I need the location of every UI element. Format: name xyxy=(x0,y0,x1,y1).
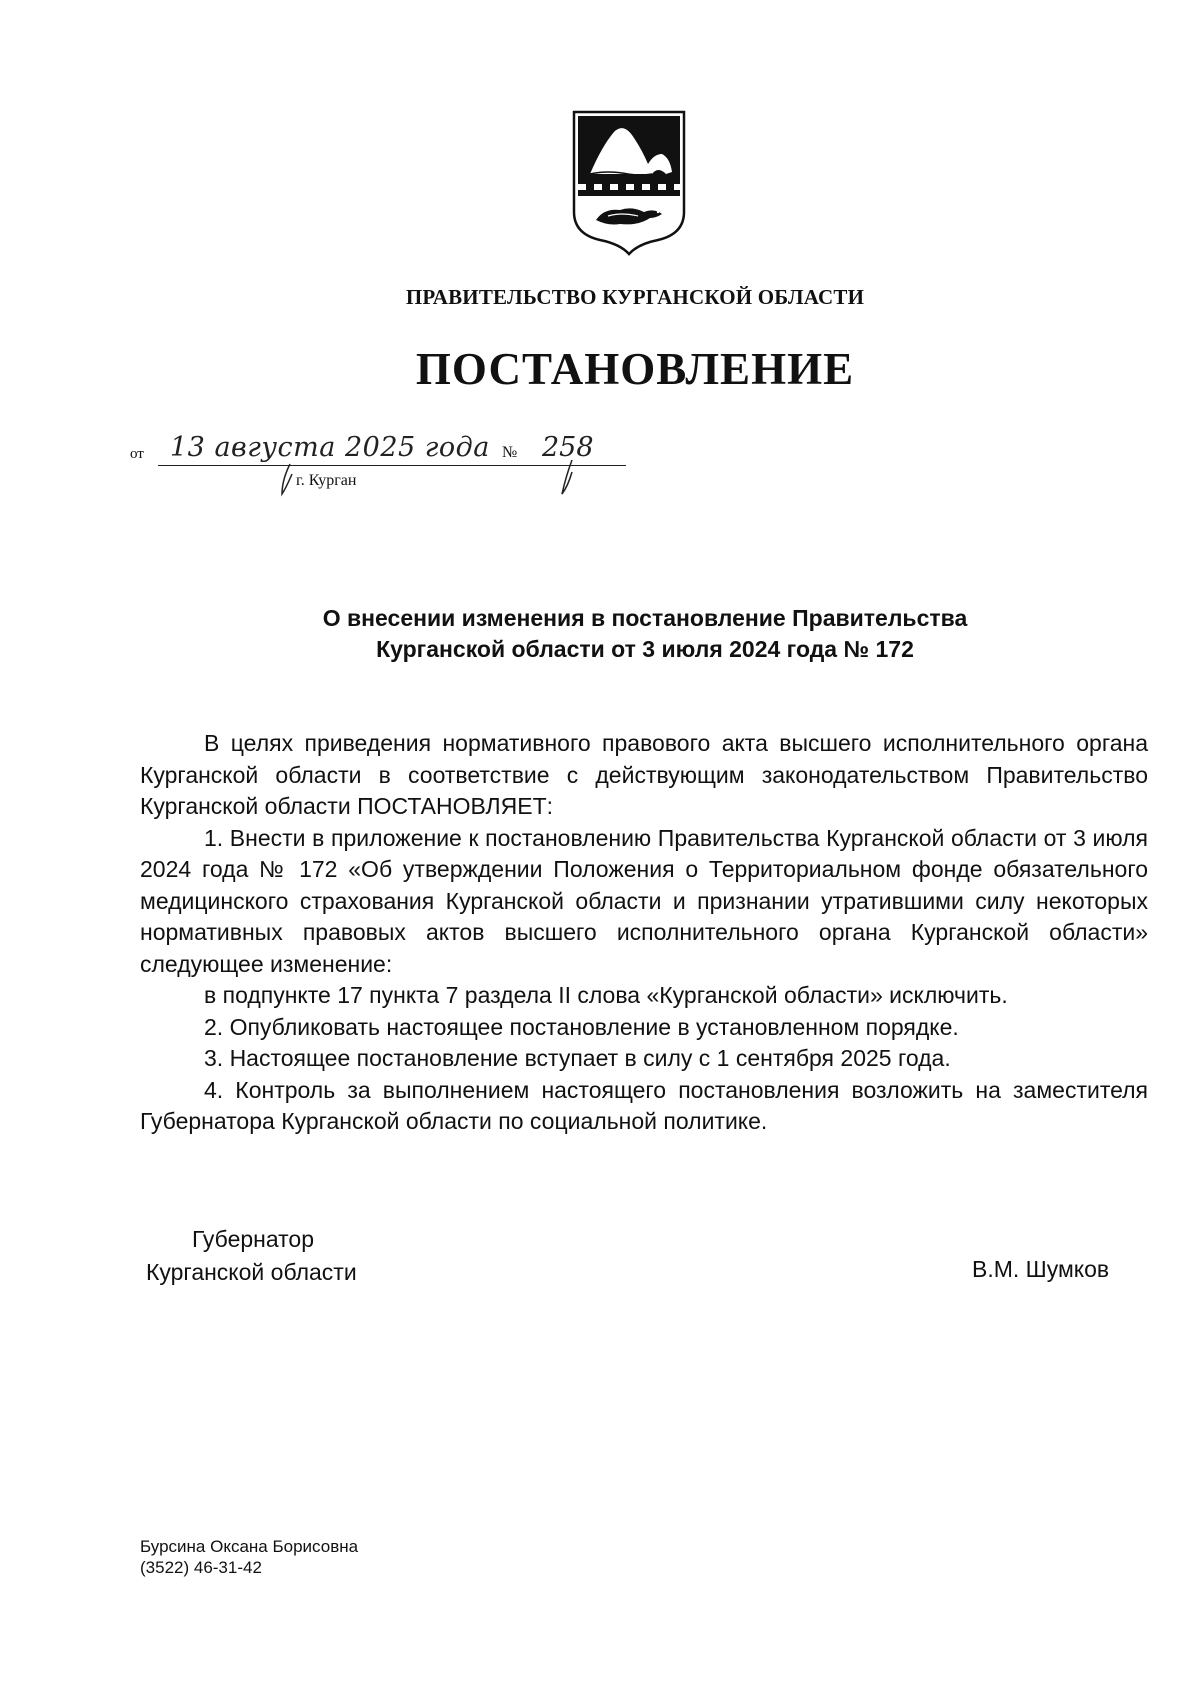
item-3-paragraph: 3. Настоящее постановление вступает в силу с 1 сентября 2025 года. xyxy=(204,1045,951,1071)
number-label: № xyxy=(502,444,518,461)
contact-phone: (3522) 46-31-42 xyxy=(140,1558,262,1577)
handwritten-number: 258 xyxy=(542,432,594,463)
organization-name: ПРАВИТЕЛЬСТВО КУРГАНСКОЙ ОБЛАСТИ xyxy=(405,285,865,309)
document-type: ПОСТАНОВЛЕНИЕ xyxy=(415,344,855,394)
handwritten-date: 13 августа 2025 года xyxy=(170,432,490,463)
document-body xyxy=(140,728,1148,1138)
position-line-2: Курганской области xyxy=(146,1259,357,1285)
coat-of-arms-emblem xyxy=(568,108,690,256)
item-4-paragraph: 4. Контроль за выполнением настоящего постановления возложить на заместителя Губернатора Курганской области по социальной политике. xyxy=(140,1076,1148,1134)
contact-name: Бурсина Оксана Борисовна xyxy=(140,1537,359,1556)
title-line-2: Курганской области от 3 июля 2024 года № 172 xyxy=(376,636,914,662)
document-title xyxy=(140,603,1150,665)
city-label: г. Курган xyxy=(296,472,357,489)
signatory-name: В.М. Шумков xyxy=(972,1256,1110,1282)
item-2-paragraph: 2. Опубликовать настоящее постановление в установленном порядке. xyxy=(204,1013,959,1040)
position-line-1: Губернатор xyxy=(192,1226,315,1252)
item-1-paragraph: 1. Внести в приложение к постановлению Правительства Курганской области от 3 июля 2024 года № 172 «Об утверждении Положения о Территориальном фонде обязательного медицинского страхования Курганской области и признании утратившими силу некоторых нормативных правовых актов высшего исполнительного органа Курганской области» следующее изменение: xyxy=(140,824,1148,977)
contact-block xyxy=(140,1536,358,1578)
item-1-change-paragraph: в подпункте 17 пункта 7 раздела II слова «Курганской области» исключить. xyxy=(204,982,1008,1008)
date-number-line xyxy=(130,432,650,492)
handwriting-strokes xyxy=(130,432,650,512)
preamble-paragraph: В целях приведения нормативного правового акта высшего исполнительного органа Курганской области в соответствие с действующим законодательством Правительство Курганской области ПОСТАНОВЛЯЕТ: xyxy=(140,730,1148,819)
signatory-position xyxy=(146,1223,357,1289)
from-label: от xyxy=(130,446,144,462)
title-line-1: О внесении изменения в постановление Правительства xyxy=(322,605,968,631)
